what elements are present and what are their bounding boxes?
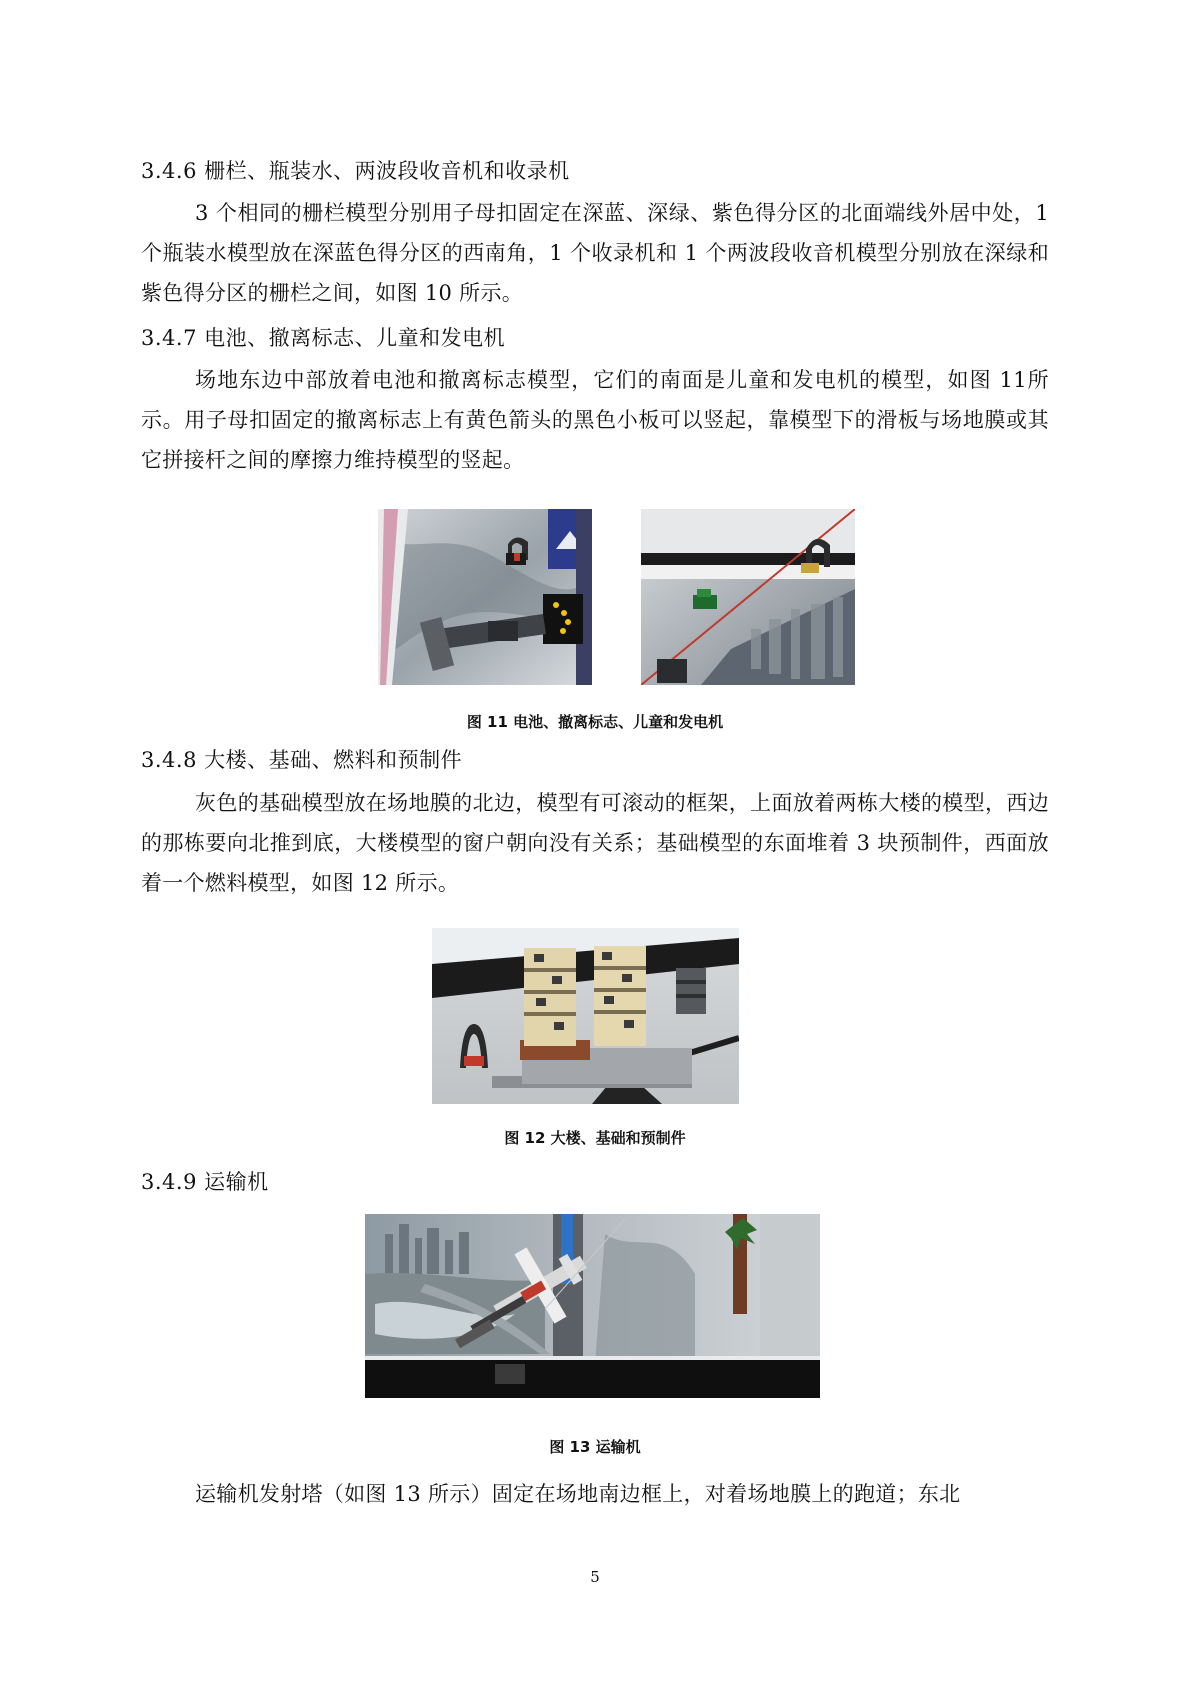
section-paragraph-3-4-8: 灰色的基础模型放在场地膜的北边，模型有可滚动的框架，上面放着两栋大楼的模型，西边的那栋要向北推到底，大楼模型的窗户朝向没有关系；基础模型的东面堆着 3 块预制件，西面放着一个燃料模型，如图 12 所示。 [141,791,1049,895]
figure-13-photo-transport-plane [365,1214,820,1398]
figure-11-photo-battery-evacuation-sign [378,509,592,685]
figure-12-photo-buildings-foundation [432,928,739,1104]
figure-12-caption: 图 12 大楼、基础和预制件 [504,1129,686,1147]
figure-11-caption: 图 11 电池、撤离标志、儿童和发电机 [466,713,724,731]
page-number: 5 [590,1568,600,1586]
section-paragraph-3-4-7: 场地东边中部放着电池和撤离标志模型，它们的南面是儿童和发电机的模型，如图 11所示。用子母扣固定的撤离标志上有黄色箭头的黑色小板可以竖起，靠模型下的滑板与场地膜或其它拼接杆之间的摩擦力维持模型的竖起。 [141,368,1049,472]
section-heading-3-4-9: 3.4.9 运输机 [141,1170,269,1194]
section-paragraph-3-4-9: 运输机发射塔（如图 13 所示）固定在场地南边框上，对着场地膜上的跑道；东北 [195,1482,961,1506]
section-heading-3-4-7: 3.4.7 电池、撤离标志、儿童和发电机 [141,326,506,350]
section-heading-3-4-8: 3.4.8 大楼、基础、燃料和预制件 [141,748,463,772]
figure-13-caption: 图 13 运输机 [549,1438,641,1456]
figure-11-photo-child-generator [641,509,855,685]
section-paragraph-3-4-6: 3 个相同的栅栏模型分别用子母扣固定在深蓝、深绿、紫色得分区的北面端线外居中处，1 个瓶装水模型放在深蓝色得分区的西南角，1 个收录机和 1 个两波段收音机模型分别放在深绿和紫色得分区的栅栏之间，如图 10 所示。 [141,201,1049,305]
section-heading-3-4-6: 3.4.6 栅栏、瓶装水、两波段收音机和收录机 [141,159,570,183]
